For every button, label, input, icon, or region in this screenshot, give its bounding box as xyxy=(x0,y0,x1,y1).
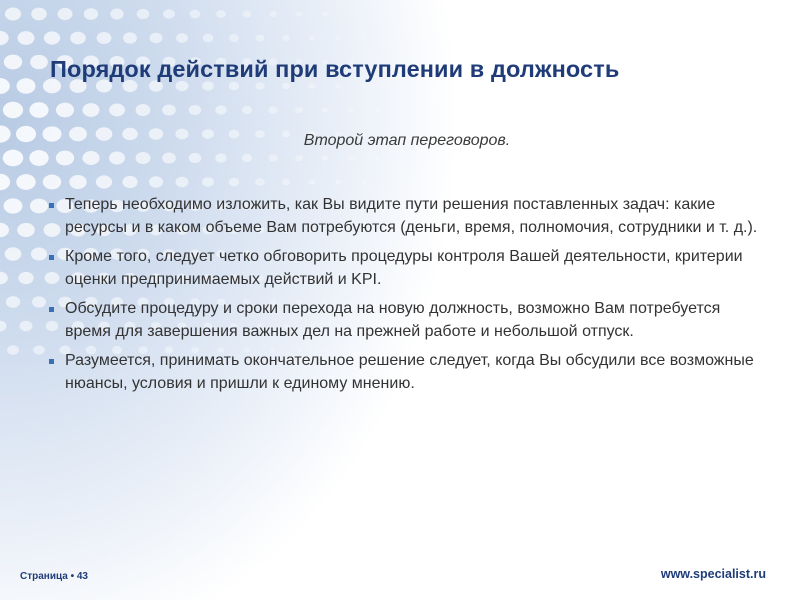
decorative-dot xyxy=(203,34,214,43)
decorative-dot xyxy=(4,55,22,70)
decorative-dot xyxy=(229,34,239,42)
decorative-dot xyxy=(295,155,303,161)
decorative-dot xyxy=(268,106,277,113)
decorative-dot xyxy=(0,31,9,45)
decorative-dot xyxy=(82,151,99,165)
decorative-dot xyxy=(229,178,240,187)
bullet-square-icon xyxy=(49,203,54,208)
bullet-square-icon xyxy=(49,307,54,312)
decorative-dot xyxy=(269,11,277,17)
decorative-dot xyxy=(84,8,98,20)
decorative-dot xyxy=(242,154,252,162)
decorative-dot xyxy=(375,13,378,16)
decorative-dot xyxy=(6,296,20,308)
decorative-dot xyxy=(162,152,176,163)
decorative-dot xyxy=(29,102,48,118)
slide-title: Порядок действий при вступлении в должность xyxy=(50,56,620,82)
decorative-dot xyxy=(56,103,74,118)
decorative-dot xyxy=(4,198,23,213)
decorative-dot xyxy=(31,8,47,21)
decorative-dot xyxy=(375,156,379,160)
decorative-dot xyxy=(401,157,404,160)
decorative-dot xyxy=(282,35,290,41)
decorative-dot xyxy=(216,10,226,18)
decorative-dot xyxy=(29,150,48,166)
decorative-dot xyxy=(242,106,252,114)
decorative-dot xyxy=(56,151,74,166)
decorative-dot xyxy=(388,180,392,183)
bullet-square-icon xyxy=(49,359,54,364)
decorative-dot xyxy=(32,296,46,307)
decorative-dot xyxy=(362,84,367,88)
slide-subtitle: Второй этап переговоров. xyxy=(303,132,511,149)
decorative-dot xyxy=(97,32,112,44)
decorative-dot xyxy=(309,35,315,40)
decorative-dot xyxy=(16,174,35,190)
bullet-item xyxy=(48,246,760,291)
decorative-dot xyxy=(96,175,112,188)
decorative-dot xyxy=(189,105,201,115)
decorative-dot xyxy=(388,85,392,88)
decorative-dot xyxy=(0,174,10,190)
decorative-dot xyxy=(123,32,137,43)
decorative-dot xyxy=(282,179,290,186)
decorative-dot xyxy=(18,31,35,45)
decorative-dot xyxy=(0,272,8,285)
decorative-dot xyxy=(322,107,329,112)
decorative-dot xyxy=(43,175,61,190)
decorative-dot xyxy=(349,12,353,16)
decorative-dot xyxy=(58,8,73,20)
decorative-dot xyxy=(3,150,24,167)
decorative-dot xyxy=(229,82,240,91)
decorative-dot xyxy=(176,33,188,43)
decorative-dot xyxy=(296,11,303,16)
decorative-dot xyxy=(149,176,163,187)
decorative-dot xyxy=(388,37,391,40)
decorative-dot xyxy=(162,104,176,115)
bullet-text: Кроме того, следует четко обговорить процедуры контроля Вашей деятельности, критерии оценки предпринимаемых действий и KPI. xyxy=(65,248,743,288)
bullet-list xyxy=(48,194,760,402)
decorative-dot xyxy=(308,179,315,185)
decorative-dot xyxy=(7,345,19,355)
page-number: Страница • 43 xyxy=(20,571,88,582)
decorative-dot xyxy=(18,272,33,284)
decorative-dot xyxy=(202,177,214,187)
decorative-dot xyxy=(335,84,341,89)
decorative-dot xyxy=(5,247,22,260)
bullet-square-icon xyxy=(49,255,54,260)
decorative-dot xyxy=(256,34,265,41)
decorative-dot xyxy=(30,55,48,69)
decorative-dot xyxy=(268,154,277,161)
decorative-dot xyxy=(255,178,265,186)
decorative-dot xyxy=(109,152,125,165)
decorative-dot xyxy=(215,153,226,162)
decorative-dot xyxy=(137,9,150,19)
decorative-dot xyxy=(122,176,137,188)
decorative-dot xyxy=(69,175,86,189)
decorative-dot xyxy=(70,32,86,45)
decorative-dot xyxy=(3,102,23,118)
decorative-dot xyxy=(30,199,48,214)
decorative-dot xyxy=(362,36,366,39)
decorative-dot xyxy=(110,9,123,20)
decorative-dot xyxy=(136,104,151,116)
bullet-text: Разумеется, принимать окончательное решение следует, когда Вы обсудили все возможные нюансы, условия и пришли к единому мнению. xyxy=(65,352,754,392)
decorative-dot xyxy=(282,83,290,90)
decorative-dot xyxy=(31,247,47,260)
decorative-dot xyxy=(348,156,354,161)
decorative-dot xyxy=(362,180,367,184)
decorative-dot xyxy=(215,105,226,114)
bullet-text: Теперь необходимо изложить, как Вы видите пути решения поставленных задач: какие ресурсы и в каком объеме Вам потребуются (деньги, время, полномочия, сотрудники и т. д.). xyxy=(65,196,758,236)
bullet-item xyxy=(48,194,760,239)
decorative-dot xyxy=(401,109,404,112)
decorative-dot xyxy=(335,36,340,40)
decorative-dot xyxy=(308,83,315,89)
decorative-dot xyxy=(176,177,189,187)
decorative-dot xyxy=(150,33,163,43)
website-link[interactable]: www.specialist.ru xyxy=(660,567,766,581)
decorative-dot xyxy=(109,104,125,117)
decorative-dot xyxy=(44,31,60,44)
decorative-dot xyxy=(415,181,418,183)
decorative-dot xyxy=(348,108,354,112)
decorative-dot xyxy=(0,223,9,238)
decorative-dot xyxy=(375,108,379,112)
decorative-dot xyxy=(33,345,45,354)
decorative-dot xyxy=(322,155,329,160)
decorative-dot xyxy=(17,223,35,237)
decorative-dot xyxy=(16,78,35,93)
decorative-dot xyxy=(136,152,151,164)
decorative-dot xyxy=(295,107,303,113)
decorative-dot xyxy=(322,12,327,16)
bullet-item xyxy=(48,298,760,343)
decorative-dot xyxy=(163,9,175,18)
decorative-dot xyxy=(20,321,33,331)
decorative-dot xyxy=(255,82,264,90)
bullet-text: Обсудите процедуру и сроки перехода на новую должность, возможно Вам потребуется время для завершения важных дел на прежней работе и небольшой отпуск. xyxy=(65,300,721,340)
decorative-dot xyxy=(189,153,202,163)
decorative-dot xyxy=(0,78,10,94)
decorative-dot xyxy=(190,10,201,19)
decorative-dot xyxy=(243,10,252,17)
decorative-dot xyxy=(335,180,341,185)
bullet-item xyxy=(48,350,760,395)
decorative-dot xyxy=(0,321,7,332)
decorative-dot xyxy=(5,7,21,20)
decorative-dot xyxy=(82,103,99,117)
